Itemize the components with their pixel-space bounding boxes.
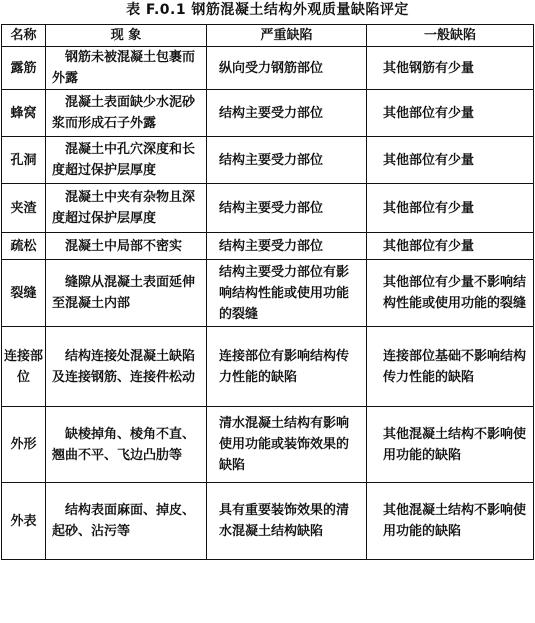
row-serious: 结构主要受力部位 (207, 137, 367, 184)
row-serious: 结构主要受力部位 (207, 233, 367, 260)
table-header-row (2, 25, 534, 47)
row-name: 夹渣 (2, 184, 46, 233)
table-row (2, 233, 534, 260)
defect-evaluation-table (1, 24, 534, 560)
row-name: 孔洞 (2, 137, 46, 184)
table-title: 表 F.0.1 钢筋混凝土结构外观质量缺陷评定 (126, 2, 409, 18)
header-serious: 严重缺陷 (207, 25, 367, 47)
row-general: 其他部位有少量 (367, 90, 534, 137)
row-name: 外表 (2, 483, 46, 560)
table-row (2, 137, 534, 184)
header-general: 一般缺陷 (367, 25, 534, 47)
table-row (2, 47, 534, 90)
row-serious: 结构主要受力部位有影响结构性能或使用功能的裂缝 (207, 260, 367, 327)
row-phenomenon: 混凝土中局部不密实 (46, 233, 207, 260)
row-general: 连接部位基础不影响结构传力性能的缺陷 (367, 327, 534, 407)
row-serious: 清水混凝土结构有影响使用功能或装饰效果的缺陷 (207, 407, 367, 483)
header-name: 名称 (2, 25, 46, 47)
row-serious: 结构主要受力部位 (207, 184, 367, 233)
table-row (2, 260, 534, 327)
table-row (2, 483, 534, 560)
row-name: 连接部位 (2, 327, 46, 407)
row-phenomenon: 缝隙从混凝土表面延伸至混凝土内部 (46, 260, 207, 327)
row-general: 其他钢筋有少量 (367, 47, 534, 90)
row-name: 裂缝 (2, 260, 46, 327)
row-general: 其他部位有少量不影响结构性能或使用功能的裂缝 (367, 260, 534, 327)
row-name: 露筋 (2, 47, 46, 90)
row-serious: 纵向受力钢筋部位 (207, 47, 367, 90)
table-row (2, 327, 534, 407)
row-general: 其他混凝土结构不影响使用功能的缺陷 (367, 407, 534, 483)
row-phenomenon: 结构连接处混凝土缺陷及连接钢筋、连接件松动 (46, 327, 207, 407)
row-general: 其他部位有少量 (367, 233, 534, 260)
row-name: 外形 (2, 407, 46, 483)
table-row (2, 407, 534, 483)
table-row (2, 90, 534, 137)
row-phenomenon: 钢筋未被混凝土包裹而外露 (46, 47, 207, 90)
row-phenomenon: 缺棱掉角、棱角不直、翘曲不平、飞边凸肋等 (46, 407, 207, 483)
row-general: 其他部位有少量 (367, 184, 534, 233)
header-phenomenon: 现 象 (46, 25, 207, 47)
row-serious: 具有重要装饰效果的清水混凝土结构缺陷 (207, 483, 367, 560)
row-name: 蜂窝 (2, 90, 46, 137)
row-name: 疏松 (2, 233, 46, 260)
row-serious: 结构主要受力部位 (207, 90, 367, 137)
row-general: 其他部位有少量 (367, 137, 534, 184)
table-row (2, 184, 534, 233)
row-serious: 连接部位有影响结构传力性能的缺陷 (207, 327, 367, 407)
row-phenomenon: 结构表面麻面、掉皮、起砂、沾污等 (46, 483, 207, 560)
row-phenomenon: 混凝土中夹有杂物且深度超过保护层厚度 (46, 184, 207, 233)
row-general: 其他混凝土结构不影响使用功能的缺陷 (367, 483, 534, 560)
row-phenomenon: 混凝土中孔穴深度和长度超过保护层厚度 (46, 137, 207, 184)
row-phenomenon: 混凝土表面缺少水泥砂浆而形成石子外露 (46, 90, 207, 137)
